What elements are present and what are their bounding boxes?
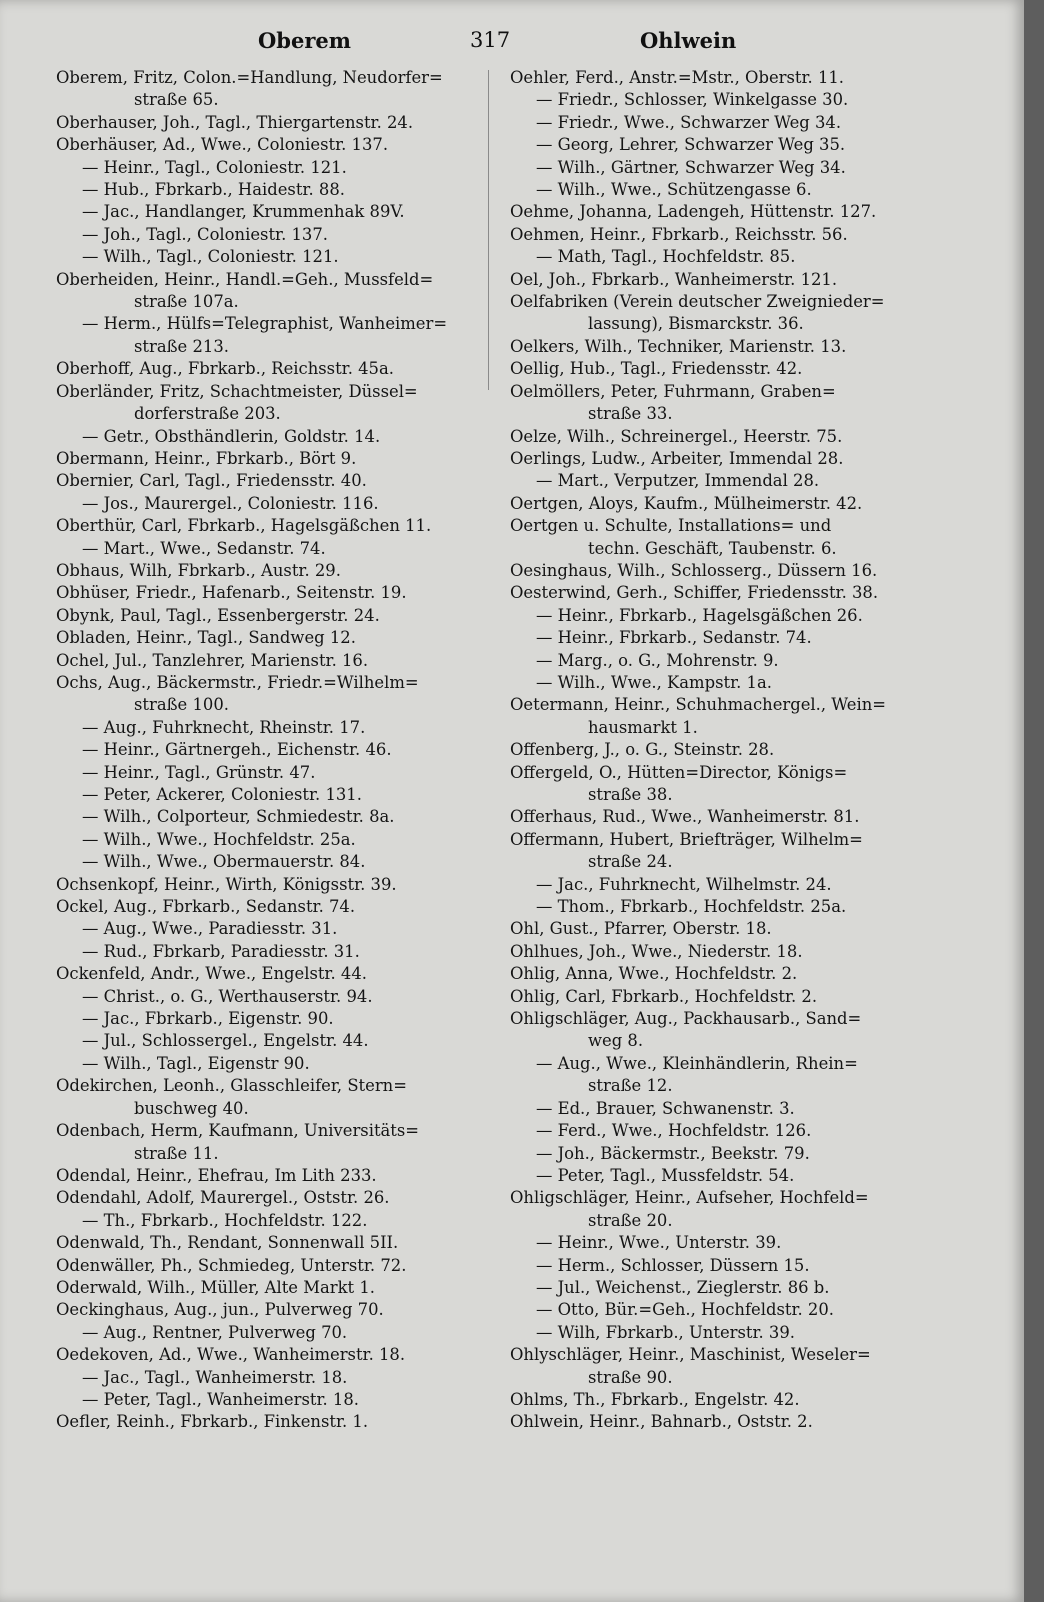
directory-entry: Ockenfeld, Andr., Wwe., Engelstr. 44. (56, 964, 367, 984)
directory-entry: Odenwäller, Ph., Schmiedeg, Unterstr. 72. (56, 1255, 407, 1275)
directory-entry: Oedekoven, Ad., Wwe., Wanheimerstr. 18. (56, 1345, 406, 1365)
directory-entry: Oesinghaus, Wilh., Schlosserg., Düssern 16. (510, 560, 878, 580)
sub-entry: — Friedr., Wwe., Schwarzer Weg 34. (536, 112, 842, 132)
directory-entry: Odenwald, Th., Rendant, Sonnenwall 5II. (56, 1233, 399, 1253)
directory-entry: Oehler, Ferd., Anstr.=Mstr., Oberstr. 11. (510, 68, 845, 87)
left-column (56, 67, 496, 1434)
sub-entry: — Getr., Obsthändlerin, Goldstr. 14. (82, 426, 381, 446)
sub-entry: — Aug., Fuhrknecht, Rheinstr. 17. (82, 717, 366, 737)
directory-entry: Ohligschläger, Heinr., Aufseher, Hochfeld= (510, 1188, 869, 1208)
sub-entry: — Wilh., Colporteur, Schmiedestr. 8a. (82, 807, 395, 827)
sub-entry: — Heinr., Tagl., Grünstr. 47. (82, 762, 316, 782)
sub-entry: — Peter, Tagl., Mussfeldstr. 54. (536, 1165, 795, 1185)
entry-continuation: dorferstraße 203. (134, 404, 281, 424)
sub-entry: — Christ., o. G., Werthauserstr. 94. (82, 986, 373, 1006)
sub-entry: — Marg., o. G., Mohrenstr. 9. (536, 650, 779, 670)
directory-entry: Oehmen, Heinr., Fbrkarb., Reichsstr. 56. (510, 224, 848, 244)
directory-entry: Ohlwein, Heinr., Bahnarb., Oststr. 2. (510, 1412, 813, 1432)
directory-entry: Odekirchen, Leonh., Glasschleifer, Stern= (56, 1076, 407, 1096)
sub-entry: — Peter, Tagl., Wanheimerstr. 18. (82, 1389, 359, 1409)
entry-continuation: straße 213. (134, 336, 229, 356)
page-number: 317 (470, 28, 511, 52)
sub-entry: — Peter, Ackerer, Coloniestr. 131. (82, 785, 362, 804)
entry-continuation: straße 33. (588, 404, 673, 424)
sub-entry: — Mart., Verputzer, Immendal 28. (536, 471, 820, 491)
sub-entry: — Joh., Bäckermstr., Beekstr. 79. (536, 1143, 810, 1163)
entry-continuation: weg 8. (588, 1031, 644, 1051)
sub-entry: — Rud., Fbrkarb, Paradiesstr. 31. (82, 941, 360, 961)
directory-entry: Obhaus, Wilh, Fbrkarb., Austr. 29. (56, 560, 341, 580)
directory-entry: Oderwald, Wilh., Müller, Alte Markt 1. (56, 1277, 375, 1297)
entry-continuation: straße 20. (588, 1210, 673, 1230)
directory-entry: Oberem, Fritz, Colon.=Handlung, Neudorfer= (56, 68, 443, 87)
directory-entry: Oelkers, Wilh., Techniker, Marienstr. 13. (510, 336, 847, 356)
page-header (0, 28, 1024, 58)
entry-continuation: straße 107a. (134, 292, 239, 312)
directory-entry: Offerhaus, Rud., Wwe., Wanheimerstr. 81. (510, 807, 860, 827)
directory-entry: Ohlyschläger, Heinr., Maschinist, Weseler= (510, 1345, 871, 1365)
sub-entry: — Ferd., Wwe., Hochfeldstr. 126. (536, 1121, 812, 1141)
directory-entry: Oehme, Johanna, Ladengeh, Hüttenstr. 127. (510, 202, 877, 222)
sub-entry: — Mart., Wwe., Sedanstr. 74. (82, 538, 326, 558)
directory-entry: Odendahl, Adolf, Maurergel., Oststr. 26. (56, 1188, 390, 1208)
directory-entry: Oberländer, Fritz, Schachtmeister, Düssel= (56, 381, 418, 401)
directory-entry: Oberthür, Carl, Fbrkarb., Hagelsgäßchen 11. (56, 516, 432, 536)
directory-entry: Ochs, Aug., Bäckermstr., Friedr.=Wilhelm= (56, 672, 419, 692)
directory-entry: Oertgen, Aloys, Kaufm., Mülheimerstr. 42. (510, 493, 863, 513)
sub-entry: — Jos., Maurergel., Coloniestr. 116. (82, 493, 379, 513)
entry-continuation: straße 12. (588, 1076, 673, 1096)
directory-entry: Ohl, Gust., Pfarrer, Oberstr. 18. (510, 919, 772, 939)
scan-edge (1024, 0, 1044, 1602)
directory-entry: Obermann, Heinr., Fbrkarb., Bört 9. (56, 448, 357, 468)
entry-continuation: straße 90. (588, 1367, 673, 1387)
sub-entry: — Georg, Lehrer, Schwarzer Weg 35. (536, 135, 846, 155)
sub-entry: — Wilh., Wwe., Hochfeldstr. 25a. (82, 829, 356, 849)
sub-entry: — Heinr., Gärtnergeh., Eichenstr. 46. (82, 740, 392, 760)
directory-entry: Oberhäuser, Ad., Wwe., Coloniestr. 137. (56, 135, 389, 155)
directory-entry: Oellig, Hub., Tagl., Friedensstr. 42. (510, 359, 803, 379)
directory-entry: Offermann, Hubert, Briefträger, Wilhelm= (510, 829, 863, 849)
entry-continuation: straße 11. (134, 1143, 219, 1163)
sub-entry: — Jac., Fuhrknecht, Wilhelmstr. 24. (536, 874, 832, 894)
directory-entry: Odendal, Heinr., Ehefrau, Im Lith 233. (56, 1165, 377, 1185)
directory-entry: Offenberg, J., o. G., Steinstr. 28. (510, 740, 775, 760)
sub-entry: — Aug., Wwe., Paradiesstr. 31. (82, 919, 338, 939)
directory-entry: Oel, Joh., Fbrkarb., Wanheimerstr. 121. (510, 269, 838, 289)
sub-entry: — Wilh., Wwe., Schützengasse 6. (536, 180, 812, 200)
directory-entry: Ockel, Aug., Fbrkarb., Sedanstr. 74. (56, 897, 356, 917)
directory-entry: Oertgen u. Schulte, Installations= und (510, 516, 832, 536)
header-left-keyword: Oberem (258, 28, 351, 53)
sub-entry: — Jac., Fbrkarb., Eigenstr. 90. (82, 1009, 334, 1029)
entry-continuation: straße 38. (588, 785, 673, 804)
directory-entry: Oetermann, Heinr., Schuhmachergel., Wein= (510, 695, 887, 715)
sub-entry: — Wilh., Wwe., Obermauerstr. 84. (82, 852, 366, 872)
directory-entry: Oberhauser, Joh., Tagl., Thiergartenstr. 24. (56, 112, 414, 132)
entry-continuation: techn. Geschäft, Taubenstr. 6. (588, 538, 837, 558)
sub-entry: — Thom., Fbrkarb., Hochfeldstr. 25a. (536, 897, 847, 917)
sub-entry: — Heinr., Fbrkarb., Hagelsgäßchen 26. (536, 605, 863, 625)
sub-entry: — Herm., Hülfs=Telegraphist, Wanheimer= (82, 314, 448, 334)
directory-entry: Oberhoff, Aug., Fbrkarb., Reichsstr. 45a. (56, 359, 394, 379)
entry-continuation: buschweg 40. (134, 1098, 249, 1118)
sub-entry: — Jul., Schlossergel., Engelstr. 44. (82, 1031, 369, 1051)
entry-continuation: straße 100. (134, 695, 229, 715)
directory-entry: Oefler, Reinh., Fbrkarb., Finkenstr. 1. (56, 1412, 369, 1432)
directory-entry: Odenbach, Herm, Kaufmann, Universitäts= (56, 1121, 420, 1141)
header-right-keyword: Ohlwein (640, 28, 737, 53)
sub-entry: — Heinr., Fbrkarb., Sedanstr. 74. (536, 628, 812, 648)
directory-entry: Ohlms, Th., Fbrkarb., Engelstr. 42. (510, 1389, 800, 1409)
sub-entry: — Wilh., Wwe., Kampstr. 1a. (536, 672, 772, 692)
sub-entry: — Wilh., Tagl., Eigenstr 90. (82, 1053, 310, 1073)
sub-entry: — Heinr., Tagl., Coloniestr. 121. (82, 157, 347, 177)
directory-entry: Oberheiden, Heinr., Handl.=Geh., Mussfeld= (56, 269, 434, 289)
sub-entry: — Herm., Schlosser, Düssern 15. (536, 1255, 810, 1275)
directory-entry: Obynk, Paul, Tagl., Essenbergerstr. 24. (56, 605, 380, 625)
sub-entry: — Otto, Bür.=Geh., Hochfeldstr. 20. (536, 1300, 834, 1320)
directory-entry: Oelmöllers, Peter, Fuhrmann, Graben= (510, 381, 836, 401)
directory-entry: Oelze, Wilh., Schreinergel., Heerstr. 75. (510, 426, 843, 446)
entry-continuation: straße 65. (134, 90, 219, 110)
entry-continuation: straße 24. (588, 852, 673, 872)
sub-entry: — Ed., Brauer, Schwanenstr. 3. (536, 1098, 795, 1118)
sub-entry: — Heinr., Wwe., Unterstr. 39. (536, 1233, 782, 1253)
sub-entry: — Friedr., Schlosser, Winkelgasse 30. (536, 90, 849, 110)
directory-entry: Oelfabriken (Verein deutscher Zweignieder= (510, 292, 885, 312)
column-divider (488, 70, 489, 390)
sub-entry: — Jul., Weichenst., Zieglerstr. 86 b. (536, 1277, 830, 1297)
directory-entry: Obhüser, Friedr., Hafenarb., Seitenstr. 19. (56, 583, 407, 603)
sub-entry: — Jac., Handlanger, Krummenhak 89V. (82, 202, 405, 222)
sub-entry: — Joh., Tagl., Coloniestr. 137. (82, 224, 328, 244)
directory-entry: Ochel, Jul., Tanzlehrer, Marienstr. 16. (56, 650, 369, 670)
directory-entry: Obernier, Carl, Tagl., Friedensstr. 40. (56, 471, 367, 491)
sub-entry: — Aug., Wwe., Kleinhändlerin, Rhein= (536, 1053, 858, 1073)
directory-entry: Ochsenkopf, Heinr., Wirth, Königsstr. 39. (56, 874, 397, 894)
sub-entry: — Aug., Rentner, Pulverweg 70. (82, 1322, 348, 1342)
sub-entry: — Hub., Fbrkarb., Haidestr. 88. (82, 180, 345, 200)
directory-entry: Ohligschläger, Aug., Packhausarb., Sand= (510, 1009, 862, 1029)
sub-entry: — Wilh., Tagl., Coloniestr. 121. (82, 247, 339, 267)
sub-entry: — Math, Tagl., Hochfeldstr. 85. (536, 247, 796, 267)
sub-entry: — Wilh., Gärtner, Schwarzer Weg 34. (536, 157, 846, 177)
directory-entry: Ohlig, Carl, Fbrkarb., Hochfeldstr. 2. (510, 986, 818, 1006)
directory-entry: Oesterwind, Gerh., Schiffer, Friedensstr. 38. (510, 583, 879, 603)
directory-entry: Oeckinghaus, Aug., jun., Pulverweg 70. (56, 1300, 384, 1320)
sub-entry: — Th., Fbrkarb., Hochfeldstr. 122. (82, 1210, 368, 1230)
directory-entry: Ohlhues, Joh., Wwe., Niederstr. 18. (510, 941, 803, 961)
entry-continuation: hausmarkt 1. (588, 717, 698, 737)
sub-entry: — Wilh, Fbrkarb., Unterstr. 39. (536, 1322, 795, 1342)
entry-continuation: lassung), Bismarckstr. 36. (588, 314, 804, 334)
right-column (510, 67, 970, 1434)
directory-entry: Ohlig, Anna, Wwe., Hochfeldstr. 2. (510, 964, 798, 984)
directory-entry: Obladen, Heinr., Tagl., Sandweg 12. (56, 628, 356, 648)
directory-entry: Oerlings, Ludw., Arbeiter, Immendal 28. (510, 448, 844, 468)
sub-entry: — Jac., Tagl., Wanheimerstr. 18. (82, 1367, 348, 1387)
directory-entry: Offergeld, O., Hütten=Director, Königs= (510, 762, 848, 782)
